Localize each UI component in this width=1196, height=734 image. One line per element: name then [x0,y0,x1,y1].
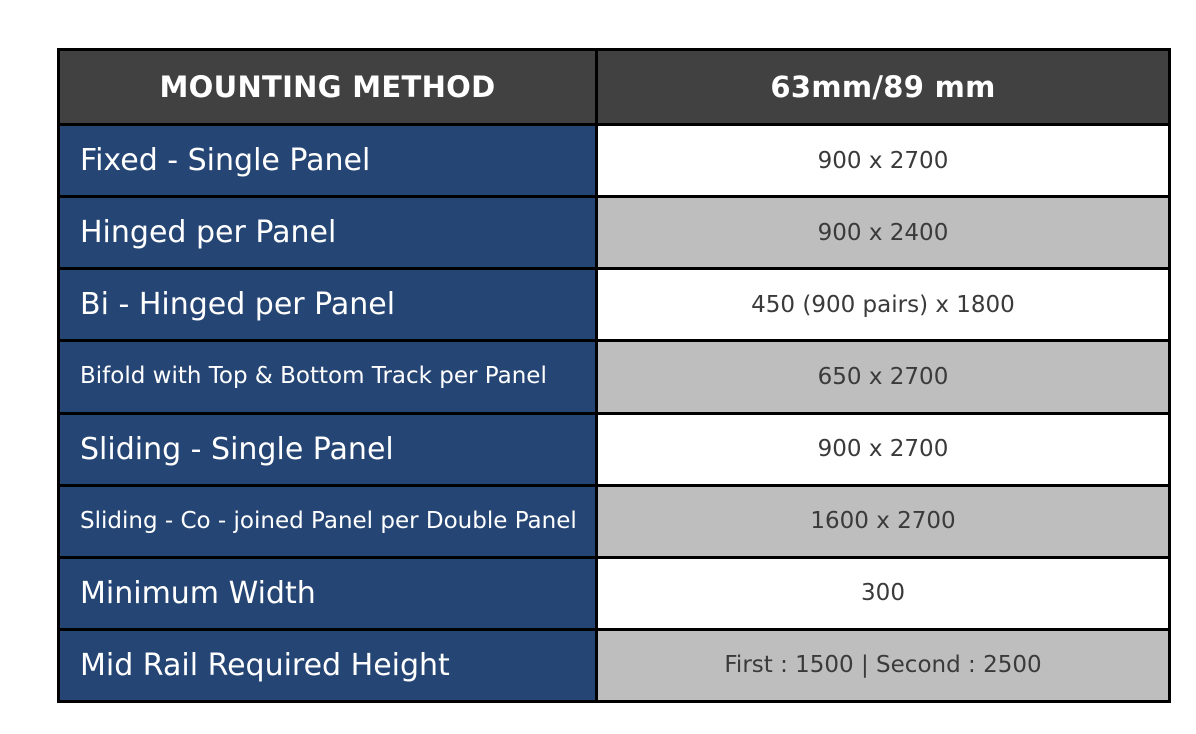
row-value-fixed-single-panel: 900 x 2700 [598,126,1168,195]
mounting-spec-table [57,48,1171,703]
header-mounting-method: MOUNTING METHOD [60,51,595,123]
row-label-mid-rail-height: Mid Rail Required Height [60,631,595,700]
row-label-minimum-width: Minimum Width [60,559,595,628]
row-label-bifold-track: Bifold with Top & Bottom Track per Panel [60,342,595,411]
row-value-bi-hinged-per-panel: 450 (900 pairs) x 1800 [598,270,1168,339]
row-value-hinged-per-panel: 900 x 2400 [598,198,1168,267]
header-size: 63mm/89 mm [598,51,1168,123]
row-value-sliding-co-joined: 1600 x 2700 [598,487,1168,556]
row-value-mid-rail-height: First : 1500 | Second : 2500 [598,631,1168,700]
row-label-fixed-single-panel: Fixed - Single Panel [60,126,595,195]
row-label-sliding-single-panel: Sliding - Single Panel [60,415,595,484]
row-value-minimum-width: 300 [598,559,1168,628]
row-value-sliding-single-panel: 900 x 2700 [598,415,1168,484]
row-value-bifold-track: 650 x 2700 [598,342,1168,411]
row-label-bi-hinged-per-panel: Bi - Hinged per Panel [60,270,595,339]
row-label-hinged-per-panel: Hinged per Panel [60,198,595,267]
row-label-sliding-co-joined: Sliding - Co - joined Panel per Double Panel [60,487,595,556]
